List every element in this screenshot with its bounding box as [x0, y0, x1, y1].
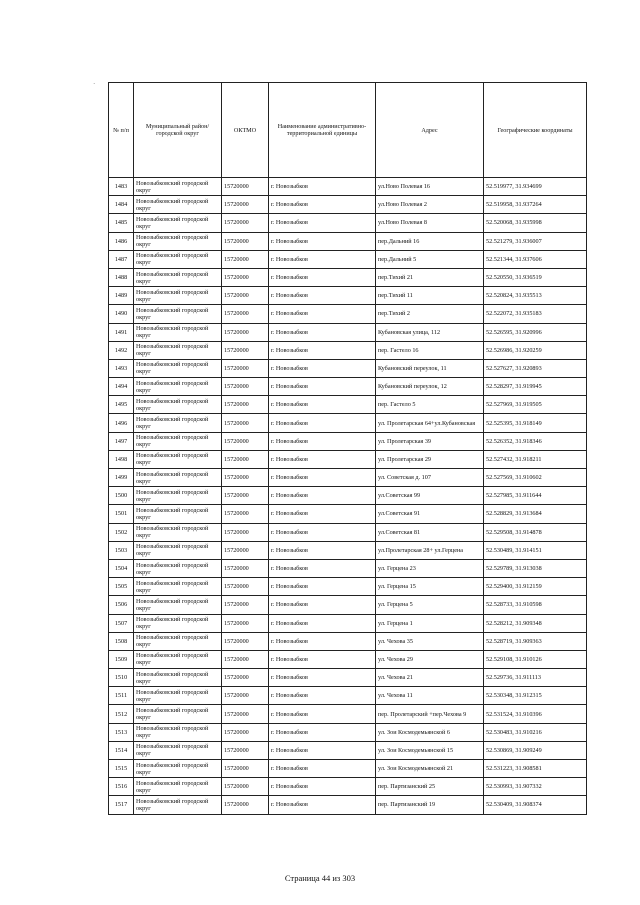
address-cell: ул. Герцена 15	[376, 578, 484, 596]
municipality-cell: Новозыбковский городской округ	[134, 432, 222, 450]
municipality-cell: Новозыбковский городской округ	[134, 723, 222, 741]
oktmo-cell: 15720000	[222, 232, 269, 250]
coordinates-cell: 52.526986, 31.920259	[484, 341, 587, 359]
municipality-cell: Новозыбковский городской округ	[134, 414, 222, 432]
row-number: 1503	[109, 541, 134, 559]
unit-cell: г. Новозыбков	[269, 614, 376, 632]
table-row	[109, 396, 587, 414]
municipality-cell: Новозыбковский городской округ	[134, 741, 222, 759]
oktmo-cell: 15720000	[222, 268, 269, 286]
row-number: 1488	[109, 268, 134, 286]
table-row	[109, 559, 587, 577]
unit-cell: г. Новозыбков	[269, 632, 376, 650]
table-row	[109, 541, 587, 559]
coordinates-cell: 52.528297, 31.919945	[484, 378, 587, 396]
row-number: 1490	[109, 305, 134, 323]
oktmo-cell: 15720000	[222, 778, 269, 796]
address-cell: ул.Ново Полевая 8	[376, 214, 484, 232]
municipality-cell: Новозыбковский городской округ	[134, 596, 222, 614]
unit-cell: г. Новозыбков	[269, 450, 376, 468]
coordinates-cell: 52.527969, 31.919505	[484, 396, 587, 414]
coordinates-cell: 52.520824, 31.935513	[484, 287, 587, 305]
municipality-cell: Новозыбковский городской округ	[134, 359, 222, 377]
address-cell: пер.Тихий 2	[376, 305, 484, 323]
oktmo-cell: 15720000	[222, 450, 269, 468]
unit-cell: г. Новозыбков	[269, 214, 376, 232]
page-number: Страница 44 из 303	[284, 873, 356, 883]
municipality-cell: Новозыбковский городской округ	[134, 305, 222, 323]
table-row	[109, 196, 587, 214]
municipality-cell: Новозыбковский городской округ	[134, 760, 222, 778]
coordinates-cell: 52.527432, 31.918211	[484, 450, 587, 468]
table-row	[109, 450, 587, 468]
coordinates-cell: 52.531223, 31.908581	[484, 760, 587, 778]
unit-cell: г. Новозыбков	[269, 414, 376, 432]
table-row	[109, 650, 587, 668]
coordinates-cell: 52.531524, 31.910396	[484, 705, 587, 723]
coordinates-cell: 52.529508, 31.914878	[484, 523, 587, 541]
coordinates-cell: 52.530483, 31.910216	[484, 723, 587, 741]
table-row	[109, 469, 587, 487]
table-row	[109, 305, 587, 323]
coordinates-cell: 52.528733, 31.910598	[484, 596, 587, 614]
address-table	[108, 82, 587, 815]
row-number: 1499	[109, 469, 134, 487]
municipality-cell: Новозыбковский городской округ	[134, 196, 222, 214]
coordinates-cell: 52.520068, 31.935998	[484, 214, 587, 232]
header-num: № п/п	[109, 83, 134, 178]
row-number: 1498	[109, 450, 134, 468]
table-row	[109, 578, 587, 596]
header-unit: Наименование административно-территориальной единицы	[269, 83, 376, 178]
municipality-cell: Новозыбковский городской округ	[134, 505, 222, 523]
oktmo-cell: 15720000	[222, 614, 269, 632]
municipality-cell: Новозыбковский городской округ	[134, 214, 222, 232]
row-number: 1516	[109, 778, 134, 796]
row-number: 1505	[109, 578, 134, 596]
table-row	[109, 287, 587, 305]
coordinates-cell: 52.529108, 31.910126	[484, 650, 587, 668]
row-number: 1506	[109, 596, 134, 614]
municipality-cell: Новозыбковский городской округ	[134, 705, 222, 723]
table-row	[109, 778, 587, 796]
unit-cell: г. Новозыбков	[269, 723, 376, 741]
address-cell: пер. Гастело 16	[376, 341, 484, 359]
oktmo-cell: 15720000	[222, 578, 269, 596]
row-number: 1502	[109, 523, 134, 541]
unit-cell: г. Новозыбков	[269, 541, 376, 559]
municipality-cell: Новозыбковский городской округ	[134, 632, 222, 650]
oktmo-cell: 15720000	[222, 414, 269, 432]
unit-cell: г. Новозыбков	[269, 232, 376, 250]
municipality-cell: Новозыбковский городской округ	[134, 323, 222, 341]
oktmo-cell: 15720000	[222, 505, 269, 523]
oktmo-cell: 15720000	[222, 741, 269, 759]
table-row	[109, 432, 587, 450]
address-cell: ул. Пролетарская 64+ул.Кубановская	[376, 414, 484, 432]
table-row	[109, 669, 587, 687]
unit-cell: г. Новозыбков	[269, 250, 376, 268]
unit-cell: г. Новозыбков	[269, 559, 376, 577]
unit-cell: г. Новозыбков	[269, 396, 376, 414]
oktmo-cell: 15720000	[222, 250, 269, 268]
coordinates-cell: 52.529736, 31.911113	[484, 669, 587, 687]
row-number: 1510	[109, 669, 134, 687]
unit-cell: г. Новозыбков	[269, 378, 376, 396]
oktmo-cell: 15720000	[222, 541, 269, 559]
address-cell: ул. Чехова 11	[376, 687, 484, 705]
coordinates-cell: 52.528719, 31.909363	[484, 632, 587, 650]
table-row	[109, 723, 587, 741]
address-cell: ул. Чехова 29	[376, 650, 484, 668]
coordinates-cell: 52.530348, 31.912315	[484, 687, 587, 705]
row-number: 1511	[109, 687, 134, 705]
municipality-cell: Новозыбковский городской округ	[134, 650, 222, 668]
oktmo-cell: 15720000	[222, 378, 269, 396]
row-number: 1485	[109, 214, 134, 232]
unit-cell: г. Новозыбков	[269, 578, 376, 596]
table-row	[109, 596, 587, 614]
address-cell: ул. Чехова 21	[376, 669, 484, 687]
municipality-cell: Новозыбковский городской округ	[134, 778, 222, 796]
address-cell: пер.Дальний 5	[376, 250, 484, 268]
coordinates-cell: 52.522072, 31.935183	[484, 305, 587, 323]
header-address: Адрес	[376, 83, 484, 178]
scan-mark: ·	[93, 80, 96, 88]
table-row	[109, 250, 587, 268]
row-number: 1487	[109, 250, 134, 268]
address-cell: Кубановская улица, 112	[376, 323, 484, 341]
table-row	[109, 687, 587, 705]
address-cell: пер.Тихий 11	[376, 287, 484, 305]
municipality-cell: Новозыбковский городской округ	[134, 450, 222, 468]
oktmo-cell: 15720000	[222, 396, 269, 414]
header-coords: Географические координаты	[484, 83, 587, 178]
municipality-cell: Новозыбковский городской округ	[134, 268, 222, 286]
table-row	[109, 632, 587, 650]
address-cell: пер.Дальний 16	[376, 232, 484, 250]
municipality-cell: Новозыбковский городской округ	[134, 341, 222, 359]
table-row	[109, 341, 587, 359]
address-cell: ул. Зои Космодемьянской 15	[376, 741, 484, 759]
address-cell: ул.Советская 99	[376, 487, 484, 505]
oktmo-cell: 15720000	[222, 705, 269, 723]
oktmo-cell: 15720000	[222, 214, 269, 232]
unit-cell: г. Новозыбков	[269, 796, 376, 814]
row-number: 1507	[109, 614, 134, 632]
coordinates-cell: 52.526352, 31.918346	[484, 432, 587, 450]
oktmo-cell: 15720000	[222, 650, 269, 668]
unit-cell: г. Новозыбков	[269, 469, 376, 487]
address-cell: ул.Советская 81	[376, 523, 484, 541]
address-cell: ул. Чехова 35	[376, 632, 484, 650]
address-cell: ул.Советская 91	[376, 505, 484, 523]
oktmo-cell: 15720000	[222, 632, 269, 650]
table-row	[109, 796, 587, 814]
row-number: 1500	[109, 487, 134, 505]
coordinates-cell: 52.520550, 31.936519	[484, 268, 587, 286]
row-number: 1504	[109, 559, 134, 577]
address-cell: ул. Пролетарская 29	[376, 450, 484, 468]
address-cell: ул. Зои Космодемьянской 6	[376, 723, 484, 741]
row-number: 1501	[109, 505, 134, 523]
table-row	[109, 505, 587, 523]
row-number: 1494	[109, 378, 134, 396]
address-cell: Кубановский переулок, 12	[376, 378, 484, 396]
unit-cell: г. Новозыбков	[269, 523, 376, 541]
table-row	[109, 414, 587, 432]
coordinates-cell: 52.527569, 31.910602	[484, 469, 587, 487]
address-cell: пер. Пролетарский +пер.Чехова 9	[376, 705, 484, 723]
municipality-cell: Новозыбковский городской округ	[134, 469, 222, 487]
oktmo-cell: 15720000	[222, 559, 269, 577]
oktmo-cell: 15720000	[222, 669, 269, 687]
unit-cell: г. Новозыбков	[269, 596, 376, 614]
oktmo-cell: 15720000	[222, 432, 269, 450]
row-number: 1509	[109, 650, 134, 668]
unit-cell: г. Новозыбков	[269, 705, 376, 723]
coordinates-cell: 52.527985, 31.911644	[484, 487, 587, 505]
unit-cell: г. Новозыбков	[269, 305, 376, 323]
coordinates-cell: 52.527627, 31.920893	[484, 359, 587, 377]
municipality-cell: Новозыбковский городской округ	[134, 287, 222, 305]
coordinates-cell: 52.519958, 31.937264	[484, 196, 587, 214]
unit-cell: г. Новозыбков	[269, 196, 376, 214]
oktmo-cell: 15720000	[222, 469, 269, 487]
unit-cell: г. Новозыбков	[269, 650, 376, 668]
municipality-cell: Новозыбковский городской округ	[134, 523, 222, 541]
address-cell: Кубановский переулок, 11	[376, 359, 484, 377]
row-number: 1492	[109, 341, 134, 359]
row-number: 1517	[109, 796, 134, 814]
oktmo-cell: 15720000	[222, 196, 269, 214]
row-number: 1486	[109, 232, 134, 250]
unit-cell: г. Новозыбков	[269, 341, 376, 359]
address-cell: ул. Советская д. 107	[376, 469, 484, 487]
municipality-cell: Новозыбковский городской округ	[134, 378, 222, 396]
table-row	[109, 487, 587, 505]
unit-cell: г. Новозыбков	[269, 359, 376, 377]
municipality-cell: Новозыбковский городской округ	[134, 578, 222, 596]
oktmo-cell: 15720000	[222, 178, 269, 196]
table-row	[109, 741, 587, 759]
table-row	[109, 232, 587, 250]
coordinates-cell: 52.529400, 31.912159	[484, 578, 587, 596]
unit-cell: г. Новозыбков	[269, 178, 376, 196]
table-body	[109, 178, 587, 815]
oktmo-cell: 15720000	[222, 287, 269, 305]
table-row	[109, 178, 587, 196]
unit-cell: г. Новозыбков	[269, 505, 376, 523]
oktmo-cell: 15720000	[222, 723, 269, 741]
table-header	[109, 83, 587, 178]
oktmo-cell: 15720000	[222, 796, 269, 814]
municipality-cell: Новозыбковский городской округ	[134, 669, 222, 687]
address-cell: ул. Зои Космодемьянской 21	[376, 760, 484, 778]
row-number: 1497	[109, 432, 134, 450]
coordinates-cell: 52.530489, 31.914151	[484, 541, 587, 559]
row-number: 1508	[109, 632, 134, 650]
municipality-cell: Новозыбковский городской округ	[134, 396, 222, 414]
oktmo-cell: 15720000	[222, 305, 269, 323]
municipality-cell: Новозыбковский городской округ	[134, 250, 222, 268]
municipality-cell: Новозыбковский городской округ	[134, 541, 222, 559]
oktmo-cell: 15720000	[222, 760, 269, 778]
address-cell: пер.Тихий 21	[376, 268, 484, 286]
oktmo-cell: 15720000	[222, 687, 269, 705]
unit-cell: г. Новозыбков	[269, 741, 376, 759]
row-number: 1483	[109, 178, 134, 196]
row-number: 1495	[109, 396, 134, 414]
table-row	[109, 378, 587, 396]
coordinates-cell: 52.519977, 31.934699	[484, 178, 587, 196]
unit-cell: г. Новозыбков	[269, 669, 376, 687]
oktmo-cell: 15720000	[222, 323, 269, 341]
table-row	[109, 214, 587, 232]
unit-cell: г. Новозыбков	[269, 760, 376, 778]
table-row	[109, 268, 587, 286]
oktmo-cell: 15720000	[222, 341, 269, 359]
address-cell: ул.Ново Полевая 2	[376, 196, 484, 214]
row-number: 1515	[109, 760, 134, 778]
municipality-cell: Новозыбковский городской округ	[134, 487, 222, 505]
unit-cell: г. Новозыбков	[269, 487, 376, 505]
unit-cell: г. Новозыбков	[269, 432, 376, 450]
municipality-cell: Новозыбковский городской округ	[134, 232, 222, 250]
unit-cell: г. Новозыбков	[269, 323, 376, 341]
table-row	[109, 523, 587, 541]
municipality-cell: Новозыбковский городской округ	[134, 796, 222, 814]
unit-cell: г. Новозыбков	[269, 778, 376, 796]
oktmo-cell: 15720000	[222, 487, 269, 505]
address-cell: пер. Гастело 5	[376, 396, 484, 414]
coordinates-cell: 52.521279, 31.936007	[484, 232, 587, 250]
coordinates-cell: 52.529789, 31.913038	[484, 559, 587, 577]
row-number: 1489	[109, 287, 134, 305]
coordinates-cell: 52.526595, 31.920996	[484, 323, 587, 341]
municipality-cell: Новозыбковский городской округ	[134, 614, 222, 632]
coordinates-cell: 52.528212, 31.909348	[484, 614, 587, 632]
table-row	[109, 614, 587, 632]
coordinates-cell: 52.521344, 31.937606	[484, 250, 587, 268]
oktmo-cell: 15720000	[222, 359, 269, 377]
unit-cell: г. Новозыбков	[269, 687, 376, 705]
address-cell: ул.Ново Полевая 16	[376, 178, 484, 196]
coordinates-cell: 52.528829, 31.913684	[484, 505, 587, 523]
municipality-cell: Новозыбковский городской округ	[134, 687, 222, 705]
table-row	[109, 359, 587, 377]
oktmo-cell: 15720000	[222, 523, 269, 541]
header-municipality: Муниципальный район/городской округ	[134, 83, 222, 178]
table-row	[109, 760, 587, 778]
unit-cell: г. Новозыбков	[269, 268, 376, 286]
municipality-cell: Новозыбковский городской округ	[134, 178, 222, 196]
address-cell: пер. Партизанский 25	[376, 778, 484, 796]
table-row	[109, 323, 587, 341]
oktmo-cell: 15720000	[222, 596, 269, 614]
table-row	[109, 705, 587, 723]
coordinates-cell: 52.525395, 31.918149	[484, 414, 587, 432]
address-cell: ул. Герцена 1	[376, 614, 484, 632]
address-cell: пер. Партизанский 19	[376, 796, 484, 814]
address-cell: ул.Пролетарская 28+ ул.Герцена	[376, 541, 484, 559]
row-number: 1514	[109, 741, 134, 759]
address-cell: ул. Герцена 23	[376, 559, 484, 577]
municipality-cell: Новозыбковский городской округ	[134, 559, 222, 577]
row-number: 1513	[109, 723, 134, 741]
coordinates-cell: 52.530869, 31.909249	[484, 741, 587, 759]
coordinates-cell: 52.530409, 31.908374	[484, 796, 587, 814]
row-number: 1484	[109, 196, 134, 214]
address-cell: ул. Герцена 5	[376, 596, 484, 614]
unit-cell: г. Новозыбков	[269, 287, 376, 305]
coordinates-cell: 52.530993, 31.907332	[484, 778, 587, 796]
row-number: 1491	[109, 323, 134, 341]
row-number: 1512	[109, 705, 134, 723]
header-oktmo: ОКТМО	[222, 83, 269, 178]
row-number: 1493	[109, 359, 134, 377]
row-number: 1496	[109, 414, 134, 432]
address-cell: ул. Пролетарская 39	[376, 432, 484, 450]
